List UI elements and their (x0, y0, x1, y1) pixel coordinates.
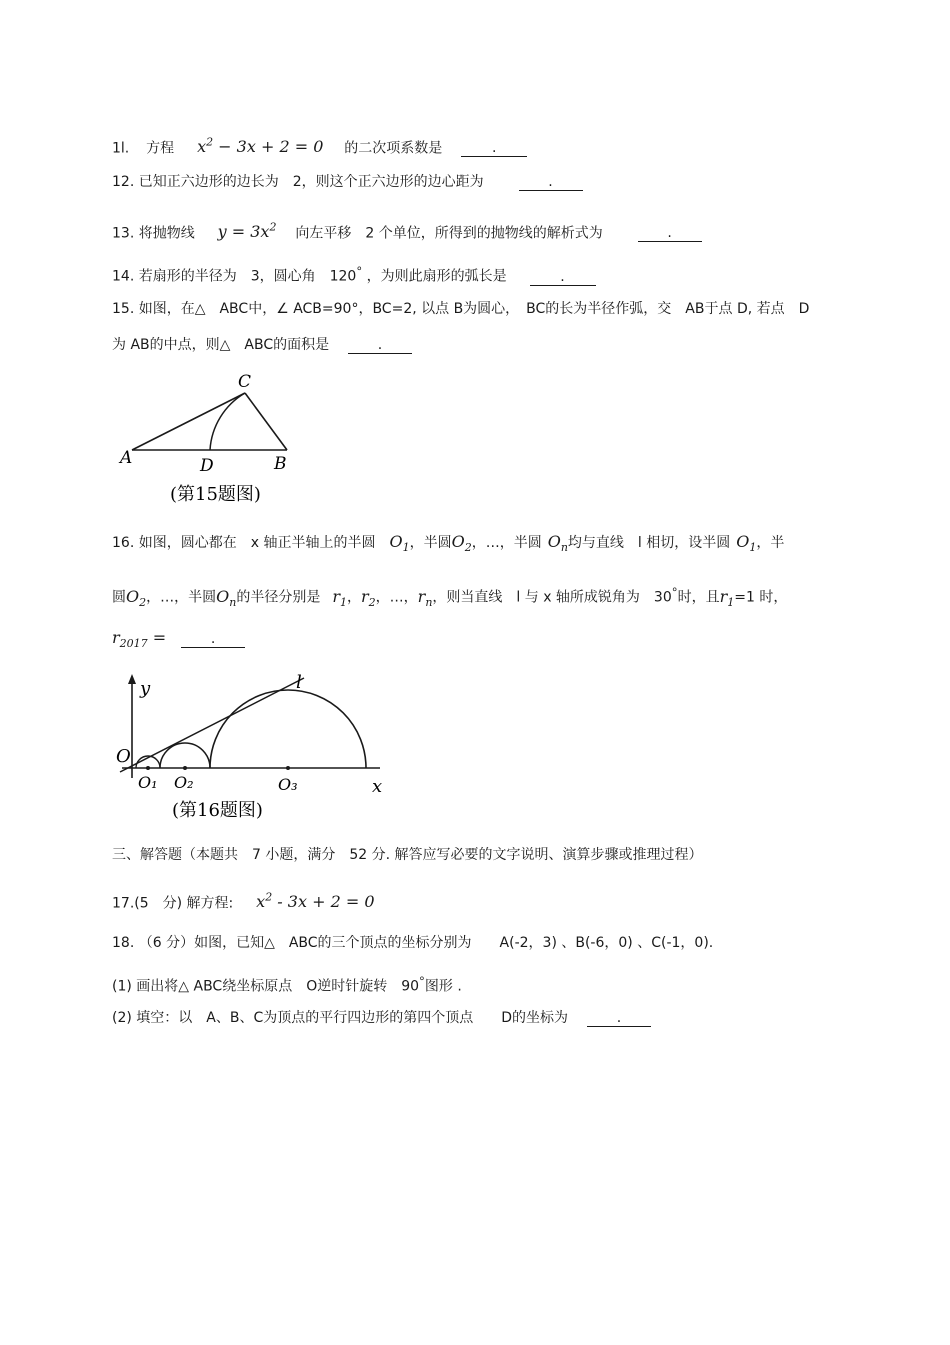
answer-blank-15: . (348, 337, 412, 354)
q17-prefix: 17.(5 分) 解方程: (112, 895, 234, 912)
semicircle-On: $O_n$ (547, 532, 568, 555)
radius-r1: $r_1$ (332, 586, 347, 609)
semicircle-3 (210, 690, 366, 768)
center-O2 (183, 766, 187, 770)
side-CB (245, 393, 287, 450)
q13-suffix: 向左平移 2 个单位，所得到的抛物线的解析式为 (295, 225, 603, 242)
label-C: C (238, 372, 252, 392)
question-15-line2 (112, 335, 412, 355)
answer-blank-11: . (461, 140, 527, 157)
q13-prefix: 13. 将抛物线 (112, 225, 195, 242)
label-x: x (372, 776, 383, 797)
figure-15-triangle (112, 365, 332, 510)
question-12 (112, 172, 583, 192)
section-3-heading: 三、解答题（本题共 7 小题，满分 52 分. 解答应写必要的文字说明、演算步骤或推理过程） (112, 847, 703, 863)
caption-16: (第16题图) (172, 800, 263, 821)
q12-text: 12. 已知正六边形的边长为 2，则这个正六边形的边心距为 (112, 174, 484, 190)
q17-equation: $x^2 - 3x + 2 = 0$ (256, 891, 375, 912)
answer-blank-12: . (519, 174, 583, 191)
label-A: A (120, 448, 133, 468)
radius-r2: $r_2$ (361, 586, 376, 609)
q14-prefix: 14. 若扇形的半径为 3，圆心角 120 (112, 268, 357, 285)
q15-text2: 为 AB的中点，则△ ABC的面积是 (112, 337, 330, 353)
label-O2: O₂ (174, 773, 194, 792)
degree-sign: ° (671, 585, 678, 599)
question-15-line1: 15. 如图，在△ ABC中，∠ ACB=90°，BC=2, 以点 B为圆心， BC的长为半径作弧，交 AB于点 D, 若点 D (112, 301, 810, 317)
question-11 (112, 133, 527, 158)
label-y: y (140, 678, 151, 699)
label-D: D (200, 456, 214, 476)
q14-suffix: ，为则此扇形的弧长是 (366, 268, 507, 285)
question-16-line3 (112, 628, 245, 654)
q11-suffix: 的二次项系数是 (344, 140, 443, 157)
question-14 (112, 261, 596, 287)
degree-sign: ° (356, 264, 363, 278)
label-B: B (274, 454, 287, 474)
question-13 (112, 218, 702, 243)
q11-equation: $x^2 - 3x + 2 = 0$ (197, 136, 324, 157)
semicircle-O2-ref: $O_2$ (126, 586, 147, 609)
question-18-part2: (2) 填空：以 A、B、C为顶点的平行四边形的第四个顶点 D的坐标为 . (112, 1008, 651, 1028)
center-O1 (146, 766, 150, 770)
label-l: l (296, 672, 302, 693)
y-axis-arrow (128, 674, 136, 684)
question-16-line1: 16. 如图，圆心都在 x 轴正半轴上的半圆 $O_1$，半圆$O_2$，…，半圆 $O_n$均与直线 l 相切，设半圆 $O_1$，半 (112, 532, 785, 555)
degree-sign: ° (419, 974, 425, 988)
label-O3: O₃ (278, 775, 298, 794)
label-O: O (116, 746, 131, 767)
answer-blank-13: . (638, 225, 702, 242)
figure-16-semicircles (112, 668, 402, 828)
semicircle-On-ref: $O_n$ (216, 586, 237, 609)
radius-r1-cond: $r_1$ (719, 586, 735, 609)
q13-equation: $y = 3x^2$ (217, 221, 277, 242)
answer-blank-18: . (587, 1010, 651, 1027)
question-18-line1: 18. （6 分）如图，已知△ ABC的三个顶点的坐标分别为 A(-2，3) 、B(-6，0) 、C(-1，0). (112, 935, 714, 951)
question-17 (112, 888, 375, 913)
semicircle-O2: $O_2$ (451, 532, 472, 555)
answer-blank-16: . (181, 631, 245, 648)
q11-number: 1l. (112, 140, 130, 157)
center-O3 (286, 766, 290, 770)
answer-blank-14: . (530, 269, 596, 286)
semicircle-2 (160, 743, 210, 768)
r2017: $r_{2017}$ = (112, 628, 167, 651)
label-O1: O₁ (138, 773, 158, 792)
q11-prefix: 方程 (146, 140, 175, 157)
question-18-part1: (1) 画出将△ ABC绕坐标原点 O逆时针旋转 90°图形 . (112, 974, 462, 995)
caption-15: (第15题图) (170, 484, 261, 505)
side-AC (132, 393, 245, 450)
semicircle-O1-ref: $O_1$ (736, 532, 757, 555)
semicircle-O1: $O_1$ (389, 532, 410, 555)
radius-rn: $r_n$ (417, 586, 433, 609)
question-16-line2: 圆$O_2$，…，半圆$O_n$的半径分别是 $r_1$，$r_2$，…，$r_n$，则当直线 l 与 x 轴所成锐角为 30°时，且$r_1=1$ 时， (112, 585, 788, 609)
